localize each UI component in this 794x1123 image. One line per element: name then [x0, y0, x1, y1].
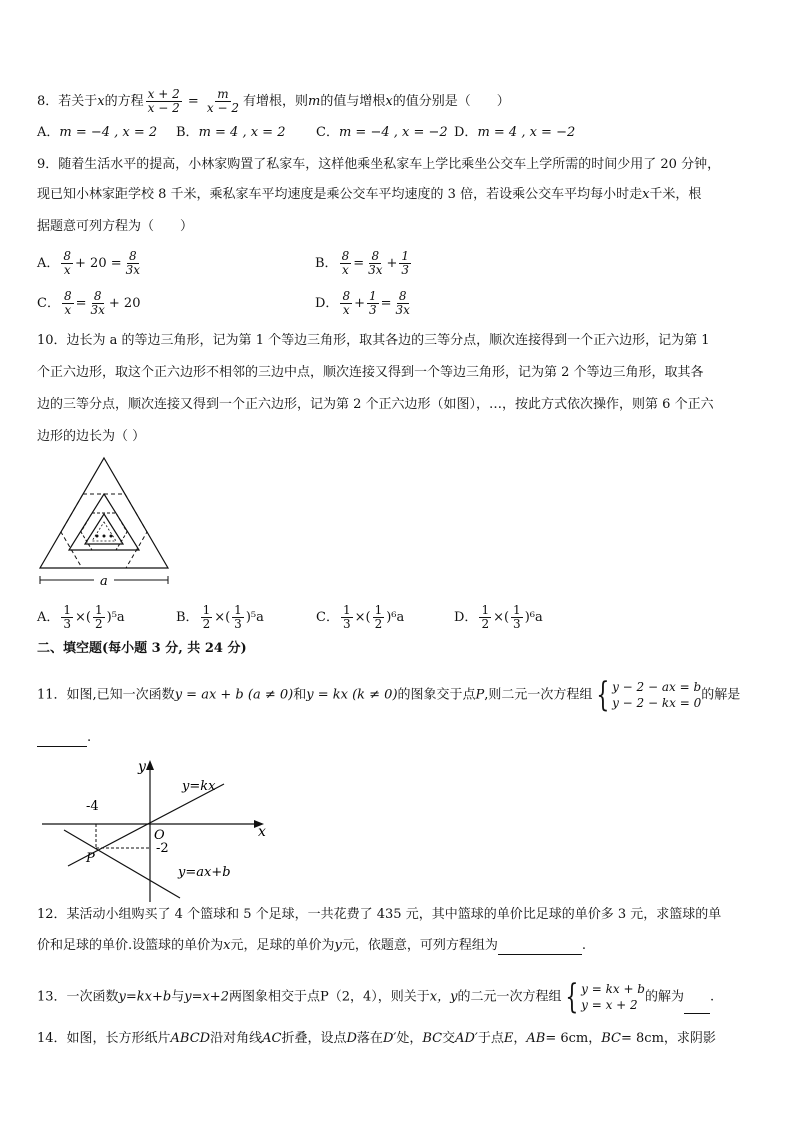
q8-option-c[interactable]: C．m = −4 , x = −2	[316, 125, 448, 140]
q8-option-b[interactable]: B．m = 4 , x = 2	[176, 125, 286, 140]
q14-stem: 14．如图，长方形纸片ABCD沿对角线AC折叠，设点D落在D′处，BC交AD′于点E，AB= 6cm，BC= 8cm，求阴影	[37, 1031, 716, 1046]
line-y-kx-label: y=kx	[182, 779, 216, 794]
q9-line-1: 9．随着生活水平的提高，小林家购置了私家车，这样他乘坐私家车上学比乘坐公交车上学所需的时间少用了 20 分钟，	[37, 157, 721, 172]
tick-x-minus-4: -4	[86, 799, 99, 814]
q11-graph	[38, 756, 278, 904]
q8-stem: 8．若关于x的方程 $\frac{x + 2}{x - 2}$ = $\frac{m}{x - 2}$ 有增根，则m的值与增根x的值分别是（ ）	[37, 87, 510, 115]
x-axis-label: x	[258, 824, 266, 840]
hexagon-1	[61, 494, 147, 568]
q11-stem: 11．如图,已知一次函数y = ax + b (a ≠ 0)和y = kx (k ≠ 0)的图象交于点P,则二元一次方程组 { y − 2 − ax = b y − 2 − kx = 0 的解是	[37, 675, 741, 715]
section-2-heading: 二、填空题(每小题 3 分, 共 24 分)	[37, 641, 247, 656]
q10-line-3: 边的三等分点，顺次连接又得到一个正六边形，记为第 2 个正六边形（如图），…，按此方式依次操作，则第 6 个正六	[37, 397, 714, 412]
q8-option-a[interactable]: A．m = −4 , x = 2	[37, 125, 158, 140]
q9-line-2: 现已知小林家距学校 8 千米，乘私家车平均速度是乘公交车平均速度的 3 倍，若设乘公交车平均每小时走x千米，根	[37, 187, 702, 202]
q11-equation-system: { y − 2 − ax = b y − 2 − kx = 0	[596, 675, 702, 715]
q12-line-1: 12．某活动小组购买了 4 个篮球和 5 个足球，一共花费了 435 元，其中篮球的单价比足球的单价多 3 元，求篮球的单	[37, 907, 722, 922]
q10-option-c[interactable]: C． $\frac{1}{3}$ ×( $\frac{1}{2}$ )⁶a	[316, 603, 405, 631]
q12-line-2: 价和足球的单价.设篮球的单价为x元，足球的单价为y元，依题意，可列方程组为 .	[37, 938, 587, 953]
q8-fraction-2: $\frac{m}{x - 2}$	[206, 87, 239, 115]
q9-option-c[interactable]: C． $\frac{8}{x}$ = $\frac{8}{3x}$ + 20	[37, 289, 141, 317]
q9-option-d[interactable]: D． $\frac{8}{x}$ + $\frac{1}{3}$ = $\frac{8}{3x}$	[315, 289, 410, 317]
q8-fraction-1: $\frac{x + 2}{x - 2}$	[147, 87, 180, 115]
triangle-3	[85, 514, 123, 544]
tick-y-minus-2: -2	[156, 841, 169, 856]
q8-option-d[interactable]: D．m = 4 , x = −2	[454, 125, 576, 140]
q11-answer-blank[interactable]: .	[37, 728, 91, 747]
q10-option-a[interactable]: A． $\frac{1}{3}$ ×( $\frac{1}{2}$ )⁵a	[37, 603, 125, 631]
q10-line-4: 边形的边长为（ ）	[37, 429, 146, 444]
q10-figure-nested-triangles	[36, 452, 176, 592]
q10-line-1: 10．边长为 a 的等边三角形，记为第 1 个等边三角形，取其各边的三等分点，顺次连接得到一个正六边形，记为第 1	[37, 333, 710, 348]
y-axis-label: y	[138, 759, 146, 775]
q10-option-b[interactable]: B． $\frac{1}{2}$ ×( $\frac{1}{3}$ )⁵a	[176, 603, 264, 631]
triangle-inner	[92, 522, 116, 541]
q10-option-d[interactable]: D． $\frac{1}{2}$ ×( $\frac{1}{3}$ )⁶a	[454, 603, 543, 631]
dimension-label-a: a	[100, 574, 108, 589]
q13-answer-blank[interactable]	[684, 995, 710, 1014]
q10-line-2: 个正六边形，取这个正六边形不相邻的三边中点，顺次连接又得到一个等边三角形，记为第 2 个等边三角形，取其各	[37, 365, 704, 380]
q13-equation-system: { y = kx + b y = x + 2	[565, 977, 645, 1017]
point-p-label: P	[86, 851, 95, 866]
q9-line-3: 据题意可列方程为（ ）	[37, 219, 194, 234]
q13-stem: 13．一次函数y=kx+b与y=x+2两图象相交于点P（2，4），则关于x，y的二元一次方程组 { y = kx + b y = x + 2 的解为 .	[37, 977, 715, 1017]
q9-option-b[interactable]: B． $\frac{8}{x}$ = $\frac{8}{3x}$ + $\frac{1}{3}$	[315, 249, 410, 277]
line-y-ax-b-label: y=ax+b	[178, 865, 231, 880]
origin-label: O	[154, 828, 165, 843]
q9-option-a[interactable]: A． $\frac{8}{x}$ + 20 = $\frac{8}{3x}$	[37, 249, 141, 277]
q12-answer-blank[interactable]	[498, 936, 582, 955]
